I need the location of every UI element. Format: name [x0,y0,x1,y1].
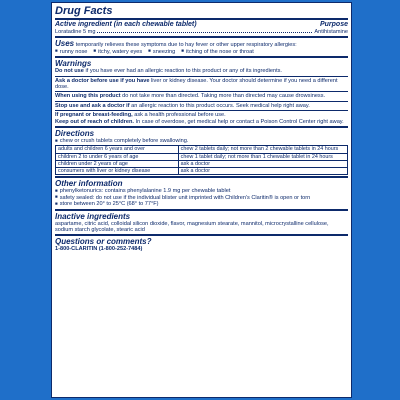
table-row: consumers with liver or kidney disease ask a doctor [56,168,348,175]
warning-pregnant: If pregnant or breast-feeding, ask a health professional before use. [55,112,226,119]
divider [55,18,348,20]
warning-when-using: When using this product do not take more than directed. Taking more than directed may cause drowsiness. [55,93,326,100]
divider [55,101,348,102]
active-ingredient-row [55,29,348,35]
uses-item: ■ itching of the nose or throat [181,49,254,55]
table-row: children 2 to under 6 years of age chew 1 tablet daily; not more than 1 chewable tablet in 24 hours [56,153,348,160]
divider [55,110,348,111]
divider [55,176,348,178]
divider [55,76,348,77]
divider [55,126,348,128]
uses-intro: temporarily relieves these symptoms due to hay fever or other upper respiratory allergies: [75,42,297,49]
uses-item: ■ itchy, watery eyes [93,49,142,55]
active-ingredient-header [55,21,348,29]
directions-heading: Directions [55,129,95,139]
ingredient-purpose: Antihistamine [314,29,348,35]
other-information-heading: Other information [55,179,123,189]
list-item: ■ phenylketonurics: contains phenylalanine 1.9 mg per chewable tablet [55,188,348,194]
table-row: children under 2 years of age ask a doctor [56,160,348,167]
uses-item: ■ sneezing [148,49,175,55]
warnings-heading: Warnings [55,59,92,69]
list-item: ■ safety sealed: do not use if the individual blister unit imprinted with Children's Claritin® is open or torn [55,195,348,201]
questions-heading: Questions or comments? [55,237,152,247]
table-row: adults and children 6 years and over chew 2 tablets daily; not more than 2 chewable tablets in 24 hours [56,146,348,153]
warning-ask-doctor: Ask a doctor before use if you have liver or kidney disease. Your doctor should determine if you need a different dose. [55,77,338,91]
uses-section [55,39,348,48]
uses-list [55,49,348,55]
divider [55,56,348,58]
inactive-ingredients-text: aspartame, citric acid, colloidal silicon dioxide, flavor, magnesium stearate, mannitol, microcrystalline cellulose, sodium starch glycolate, stearic acid [55,220,329,233]
purpose-heading: Purpose [319,21,348,28]
warning-stop-use: Stop use and ask a doctor if an allergic reaction to this product occurs. Seek medical help right away. [55,102,310,109]
divider [55,209,348,211]
directions-table [55,145,348,175]
directions-intro: ■ chew or crush tablets completely before swallowing. [55,138,348,144]
active-ingredient-heading: Active ingredient (in each chewable tablet) [55,21,197,28]
ingredient-name: Loratadine 5 mg [55,29,96,35]
warning-do-not-use: Do not use if you have ever had an allergic reaction to this product or any of its ingredients. [55,68,282,75]
uses-heading: Uses [55,39,75,49]
divider [55,91,348,92]
list-item: ■ store between 20° to 25°C (68° to 77°F) [55,201,348,207]
uses-item: ■ runny nose [55,49,87,55]
divider [55,234,348,236]
warning-keep-out: Keep out of reach of children. In case of overdose, get medical help or contact a Poison Control Center right away. [55,118,344,125]
questions-phone: 1-800-CLARITIN (1-800-252-7484) [55,246,143,253]
drug-facts-title: Drug Facts [55,5,113,17]
dot-leader [97,32,312,33]
drug-facts-panel [51,2,352,398]
divider [55,36,348,38]
inactive-ingredients-heading: Inactive ingredients [55,211,131,221]
